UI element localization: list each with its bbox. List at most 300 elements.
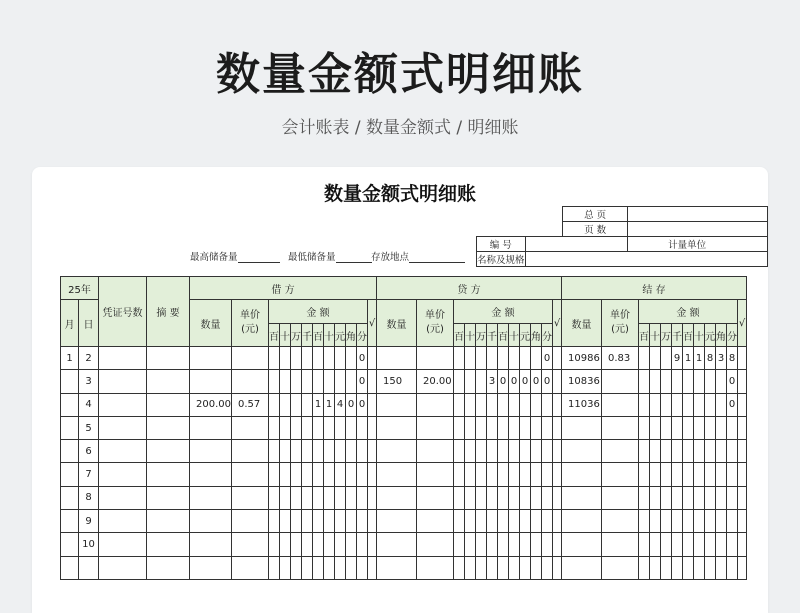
voucher-cell[interactable] <box>99 416 147 439</box>
debit-digit-cell[interactable] <box>302 486 313 509</box>
credit-price-cell[interactable] <box>417 556 454 579</box>
summary-cell[interactable] <box>147 416 190 439</box>
debit-digit-cell[interactable] <box>269 416 280 439</box>
credit-digit-cell[interactable] <box>542 556 553 579</box>
credit-digit-cell[interactable]: 0 <box>531 370 542 393</box>
debit-digit-cell[interactable] <box>324 440 335 463</box>
balance-qty-cell[interactable] <box>562 463 602 486</box>
credit-digit-cell[interactable] <box>520 347 531 370</box>
debit-digit-cell[interactable] <box>335 510 346 533</box>
balance-digit-cell[interactable]: 9 <box>672 347 683 370</box>
credit-digit-cell[interactable] <box>509 416 520 439</box>
debit-digit-cell[interactable] <box>324 347 335 370</box>
voucher-cell[interactable] <box>99 463 147 486</box>
balance-digit-cell[interactable] <box>716 556 727 579</box>
credit-digit-cell[interactable] <box>531 556 542 579</box>
balance-digit-cell[interactable] <box>650 533 661 556</box>
debit-check-cell[interactable] <box>368 510 377 533</box>
credit-digit-cell[interactable] <box>520 510 531 533</box>
balance-digit-cell[interactable] <box>672 510 683 533</box>
balance-digit-cell[interactable] <box>716 533 727 556</box>
page-no-value[interactable] <box>628 222 768 237</box>
voucher-cell[interactable] <box>99 347 147 370</box>
balance-digit-cell[interactable] <box>650 556 661 579</box>
balance-digit-cell[interactable] <box>705 556 716 579</box>
credit-digit-cell[interactable] <box>531 463 542 486</box>
credit-digit-cell[interactable] <box>487 393 498 416</box>
balance-digit-cell[interactable] <box>650 463 661 486</box>
credit-price-cell[interactable] <box>417 463 454 486</box>
credit-digit-cell[interactable] <box>476 393 487 416</box>
balance-digit-cell[interactable] <box>683 370 694 393</box>
credit-digit-cell[interactable] <box>542 416 553 439</box>
debit-digit-cell[interactable] <box>335 556 346 579</box>
debit-digit-cell[interactable] <box>291 370 302 393</box>
debit-check-cell[interactable] <box>368 486 377 509</box>
debit-digit-cell[interactable] <box>346 416 357 439</box>
credit-digit-cell[interactable] <box>531 416 542 439</box>
debit-digit-cell[interactable] <box>291 440 302 463</box>
balance-digit-cell[interactable] <box>650 370 661 393</box>
debit-digit-cell[interactable] <box>291 463 302 486</box>
balance-digit-cell[interactable] <box>705 486 716 509</box>
balance-check-cell[interactable] <box>738 556 747 579</box>
balance-price-cell[interactable] <box>602 393 639 416</box>
balance-digit-cell[interactable] <box>716 510 727 533</box>
balance-digit-cell[interactable] <box>661 510 672 533</box>
credit-digit-cell[interactable] <box>531 347 542 370</box>
balance-digit-cell[interactable] <box>672 440 683 463</box>
balance-check-cell[interactable] <box>738 463 747 486</box>
debit-digit-cell[interactable] <box>291 533 302 556</box>
credit-digit-cell[interactable] <box>476 370 487 393</box>
balance-digit-cell[interactable]: 3 <box>716 347 727 370</box>
summary-cell[interactable] <box>147 393 190 416</box>
credit-digit-cell[interactable] <box>520 486 531 509</box>
debit-digit-cell[interactable] <box>335 463 346 486</box>
credit-digit-cell[interactable] <box>465 347 476 370</box>
debit-price-cell[interactable]: 0.57 <box>232 393 269 416</box>
balance-digit-cell[interactable] <box>650 393 661 416</box>
debit-digit-cell[interactable] <box>313 347 324 370</box>
balance-digit-cell[interactable] <box>705 463 716 486</box>
credit-qty-cell[interactable]: 150 <box>377 370 417 393</box>
balance-qty-cell[interactable] <box>562 556 602 579</box>
credit-digit-cell[interactable] <box>454 370 465 393</box>
balance-digit-cell[interactable] <box>716 416 727 439</box>
balance-digit-cell[interactable] <box>683 486 694 509</box>
credit-digit-cell[interactable] <box>465 463 476 486</box>
debit-digit-cell[interactable] <box>313 440 324 463</box>
balance-digit-cell[interactable] <box>672 370 683 393</box>
credit-digit-cell[interactable] <box>509 510 520 533</box>
debit-digit-cell[interactable] <box>291 393 302 416</box>
credit-digit-cell[interactable] <box>509 393 520 416</box>
credit-digit-cell[interactable] <box>520 416 531 439</box>
credit-digit-cell[interactable] <box>509 556 520 579</box>
credit-digit-cell[interactable] <box>531 440 542 463</box>
debit-price-cell[interactable] <box>232 370 269 393</box>
balance-digit-cell[interactable]: 1 <box>694 347 705 370</box>
balance-digit-cell[interactable]: 8 <box>727 347 738 370</box>
debit-digit-cell[interactable] <box>346 440 357 463</box>
credit-digit-cell[interactable] <box>465 486 476 509</box>
balance-digit-cell[interactable] <box>716 463 727 486</box>
debit-digit-cell[interactable] <box>357 416 368 439</box>
balance-qty-cell[interactable] <box>562 416 602 439</box>
balance-digit-cell[interactable] <box>672 556 683 579</box>
credit-digit-cell[interactable] <box>487 463 498 486</box>
voucher-cell[interactable] <box>99 440 147 463</box>
debit-digit-cell[interactable] <box>280 393 291 416</box>
debit-digit-cell[interactable] <box>357 510 368 533</box>
balance-price-cell[interactable] <box>602 556 639 579</box>
debit-digit-cell[interactable] <box>302 510 313 533</box>
debit-digit-cell[interactable] <box>280 486 291 509</box>
debit-digit-cell[interactable] <box>324 533 335 556</box>
balance-price-cell[interactable]: 0.83 <box>602 347 639 370</box>
balance-digit-cell[interactable] <box>661 370 672 393</box>
balance-digit-cell[interactable] <box>639 370 650 393</box>
balance-digit-cell[interactable] <box>694 463 705 486</box>
balance-digit-cell[interactable] <box>694 533 705 556</box>
summary-cell[interactable] <box>147 510 190 533</box>
debit-digit-cell[interactable] <box>269 463 280 486</box>
credit-qty-cell[interactable] <box>377 533 417 556</box>
debit-qty-cell[interactable]: 200.00 <box>190 393 232 416</box>
credit-digit-cell[interactable] <box>465 416 476 439</box>
debit-digit-cell[interactable] <box>280 463 291 486</box>
debit-digit-cell[interactable] <box>269 440 280 463</box>
debit-price-cell[interactable] <box>232 440 269 463</box>
debit-digit-cell[interactable] <box>302 463 313 486</box>
debit-digit-cell[interactable]: 0 <box>357 370 368 393</box>
month-cell[interactable] <box>61 463 79 486</box>
balance-check-cell[interactable] <box>738 510 747 533</box>
balance-digit-cell[interactable] <box>683 440 694 463</box>
day-cell[interactable]: 7 <box>79 463 99 486</box>
month-cell[interactable] <box>61 440 79 463</box>
balance-check-cell[interactable] <box>738 416 747 439</box>
debit-digit-cell[interactable] <box>313 370 324 393</box>
day-cell[interactable] <box>79 556 99 579</box>
debit-check-cell[interactable] <box>368 440 377 463</box>
balance-qty-cell[interactable] <box>562 510 602 533</box>
day-cell[interactable]: 6 <box>79 440 99 463</box>
summary-cell[interactable] <box>147 440 190 463</box>
debit-digit-cell[interactable] <box>335 440 346 463</box>
debit-digit-cell[interactable]: 0 <box>346 393 357 416</box>
credit-digit-cell[interactable] <box>498 393 509 416</box>
summary-cell[interactable] <box>147 370 190 393</box>
balance-check-cell[interactable] <box>738 393 747 416</box>
credit-check-cell[interactable] <box>553 463 562 486</box>
credit-digit-cell[interactable] <box>454 510 465 533</box>
credit-digit-cell[interactable] <box>487 416 498 439</box>
credit-qty-cell[interactable] <box>377 556 417 579</box>
credit-digit-cell[interactable] <box>454 533 465 556</box>
balance-digit-cell[interactable] <box>716 370 727 393</box>
credit-digit-cell[interactable] <box>498 463 509 486</box>
credit-qty-cell[interactable] <box>377 463 417 486</box>
credit-digit-cell[interactable] <box>454 440 465 463</box>
debit-digit-cell[interactable] <box>346 533 357 556</box>
debit-price-cell[interactable] <box>232 510 269 533</box>
balance-qty-cell[interactable] <box>562 486 602 509</box>
balance-digit-cell[interactable] <box>683 533 694 556</box>
credit-price-cell[interactable]: 20.00 <box>417 370 454 393</box>
debit-digit-cell[interactable] <box>335 370 346 393</box>
debit-digit-cell[interactable] <box>269 347 280 370</box>
debit-price-cell[interactable] <box>232 533 269 556</box>
debit-check-cell[interactable] <box>368 393 377 416</box>
balance-check-cell[interactable] <box>738 347 747 370</box>
credit-digit-cell[interactable]: 3 <box>487 370 498 393</box>
debit-price-cell[interactable] <box>232 347 269 370</box>
credit-digit-cell[interactable] <box>487 486 498 509</box>
debit-digit-cell[interactable] <box>335 486 346 509</box>
balance-digit-cell[interactable] <box>650 416 661 439</box>
balance-digit-cell[interactable] <box>716 486 727 509</box>
debit-digit-cell[interactable] <box>302 370 313 393</box>
summary-cell[interactable] <box>147 486 190 509</box>
balance-price-cell[interactable] <box>602 463 639 486</box>
balance-digit-cell[interactable] <box>639 510 650 533</box>
debit-digit-cell[interactable]: 0 <box>357 393 368 416</box>
balance-digit-cell[interactable] <box>661 463 672 486</box>
credit-price-cell[interactable] <box>417 416 454 439</box>
credit-qty-cell[interactable] <box>377 416 417 439</box>
debit-digit-cell[interactable] <box>313 463 324 486</box>
debit-digit-cell[interactable] <box>291 416 302 439</box>
debit-digit-cell[interactable] <box>335 533 346 556</box>
credit-digit-cell[interactable] <box>498 440 509 463</box>
debit-digit-cell[interactable] <box>280 533 291 556</box>
debit-check-cell[interactable] <box>368 463 377 486</box>
credit-digit-cell[interactable] <box>465 510 476 533</box>
balance-digit-cell[interactable] <box>683 416 694 439</box>
credit-digit-cell[interactable] <box>454 463 465 486</box>
balance-digit-cell[interactable] <box>661 486 672 509</box>
credit-price-cell[interactable] <box>417 510 454 533</box>
debit-digit-cell[interactable] <box>280 510 291 533</box>
debit-digit-cell[interactable] <box>302 347 313 370</box>
balance-digit-cell[interactable] <box>672 416 683 439</box>
balance-digit-cell[interactable] <box>639 556 650 579</box>
credit-digit-cell[interactable] <box>509 533 520 556</box>
balance-qty-cell[interactable]: 10986 <box>562 347 602 370</box>
day-cell[interactable]: 2 <box>79 347 99 370</box>
voucher-cell[interactable] <box>99 370 147 393</box>
credit-digit-cell[interactable] <box>520 463 531 486</box>
balance-price-cell[interactable] <box>602 440 639 463</box>
debit-digit-cell[interactable] <box>357 440 368 463</box>
balance-digit-cell[interactable] <box>661 556 672 579</box>
credit-digit-cell[interactable] <box>509 347 520 370</box>
debit-digit-cell[interactable] <box>291 556 302 579</box>
balance-digit-cell[interactable] <box>705 393 716 416</box>
debit-digit-cell[interactable] <box>346 556 357 579</box>
debit-digit-cell[interactable] <box>324 556 335 579</box>
credit-digit-cell[interactable] <box>454 416 465 439</box>
debit-digit-cell[interactable] <box>280 440 291 463</box>
credit-digit-cell[interactable] <box>509 486 520 509</box>
credit-digit-cell[interactable] <box>487 533 498 556</box>
debit-price-cell[interactable] <box>232 556 269 579</box>
credit-price-cell[interactable] <box>417 533 454 556</box>
month-cell[interactable] <box>61 416 79 439</box>
debit-qty-cell[interactable] <box>190 556 232 579</box>
debit-digit-cell[interactable] <box>269 486 280 509</box>
credit-check-cell[interactable] <box>553 393 562 416</box>
credit-digit-cell[interactable] <box>498 510 509 533</box>
balance-check-cell[interactable] <box>738 370 747 393</box>
debit-check-cell[interactable] <box>368 416 377 439</box>
balance-digit-cell[interactable] <box>727 556 738 579</box>
month-cell[interactable] <box>61 370 79 393</box>
credit-digit-cell[interactable] <box>487 510 498 533</box>
balance-price-cell[interactable] <box>602 510 639 533</box>
balance-digit-cell[interactable] <box>661 533 672 556</box>
credit-digit-cell[interactable] <box>498 556 509 579</box>
debit-digit-cell[interactable] <box>346 463 357 486</box>
voucher-cell[interactable] <box>99 486 147 509</box>
debit-digit-cell[interactable] <box>280 416 291 439</box>
debit-digit-cell[interactable] <box>357 533 368 556</box>
balance-digit-cell[interactable] <box>727 486 738 509</box>
credit-digit-cell[interactable] <box>520 533 531 556</box>
debit-digit-cell[interactable] <box>313 416 324 439</box>
balance-qty-cell[interactable] <box>562 440 602 463</box>
debit-digit-cell[interactable] <box>346 370 357 393</box>
balance-digit-cell[interactable] <box>727 440 738 463</box>
debit-digit-cell[interactable] <box>269 533 280 556</box>
balance-digit-cell[interactable] <box>694 393 705 416</box>
credit-digit-cell[interactable]: 0 <box>542 347 553 370</box>
balance-digit-cell[interactable] <box>694 510 705 533</box>
balance-digit-cell[interactable] <box>705 533 716 556</box>
debit-digit-cell[interactable] <box>302 440 313 463</box>
credit-price-cell[interactable] <box>417 486 454 509</box>
balance-digit-cell[interactable] <box>639 463 650 486</box>
credit-digit-cell[interactable] <box>454 556 465 579</box>
debit-digit-cell[interactable] <box>313 510 324 533</box>
balance-digit-cell[interactable] <box>727 416 738 439</box>
credit-digit-cell[interactable] <box>542 486 553 509</box>
balance-digit-cell[interactable] <box>672 533 683 556</box>
debit-qty-cell[interactable] <box>190 533 232 556</box>
credit-digit-cell[interactable] <box>476 533 487 556</box>
debit-digit-cell[interactable] <box>346 510 357 533</box>
day-cell[interactable]: 9 <box>79 510 99 533</box>
debit-digit-cell[interactable] <box>269 556 280 579</box>
month-cell[interactable] <box>61 393 79 416</box>
debit-digit-cell[interactable] <box>280 347 291 370</box>
credit-digit-cell[interactable] <box>498 416 509 439</box>
debit-digit-cell[interactable] <box>357 463 368 486</box>
debit-digit-cell[interactable] <box>302 393 313 416</box>
balance-digit-cell[interactable] <box>661 440 672 463</box>
debit-digit-cell[interactable] <box>357 486 368 509</box>
month-cell[interactable] <box>61 533 79 556</box>
credit-check-cell[interactable] <box>553 533 562 556</box>
balance-price-cell[interactable] <box>602 416 639 439</box>
credit-digit-cell[interactable]: 0 <box>542 370 553 393</box>
location-value[interactable] <box>409 253 465 263</box>
balance-digit-cell[interactable] <box>705 510 716 533</box>
credit-qty-cell[interactable] <box>377 486 417 509</box>
credit-check-cell[interactable] <box>553 370 562 393</box>
debit-digit-cell[interactable] <box>291 347 302 370</box>
balance-digit-cell[interactable] <box>683 556 694 579</box>
credit-digit-cell[interactable] <box>454 347 465 370</box>
balance-digit-cell[interactable] <box>683 393 694 416</box>
balance-check-cell[interactable] <box>738 440 747 463</box>
debit-digit-cell[interactable] <box>346 347 357 370</box>
code-value[interactable] <box>525 237 628 252</box>
balance-digit-cell[interactable] <box>672 486 683 509</box>
credit-qty-cell[interactable] <box>377 393 417 416</box>
balance-digit-cell[interactable] <box>705 416 716 439</box>
debit-check-cell[interactable] <box>368 533 377 556</box>
credit-digit-cell[interactable] <box>487 347 498 370</box>
debit-digit-cell[interactable] <box>324 486 335 509</box>
balance-digit-cell[interactable] <box>727 533 738 556</box>
balance-digit-cell[interactable]: 0 <box>727 393 738 416</box>
credit-digit-cell[interactable] <box>454 486 465 509</box>
credit-digit-cell[interactable] <box>531 533 542 556</box>
credit-digit-cell[interactable] <box>509 463 520 486</box>
debit-digit-cell[interactable] <box>357 556 368 579</box>
credit-digit-cell[interactable] <box>542 393 553 416</box>
credit-digit-cell[interactable] <box>509 440 520 463</box>
credit-digit-cell[interactable] <box>476 416 487 439</box>
debit-digit-cell[interactable] <box>302 556 313 579</box>
credit-digit-cell[interactable] <box>476 510 487 533</box>
credit-digit-cell[interactable] <box>487 440 498 463</box>
debit-digit-cell[interactable] <box>335 416 346 439</box>
credit-digit-cell[interactable] <box>531 510 542 533</box>
balance-check-cell[interactable] <box>738 533 747 556</box>
debit-digit-cell[interactable] <box>291 510 302 533</box>
summary-cell[interactable] <box>147 463 190 486</box>
credit-digit-cell[interactable] <box>520 440 531 463</box>
credit-digit-cell[interactable] <box>476 347 487 370</box>
credit-price-cell[interactable] <box>417 347 454 370</box>
credit-check-cell[interactable] <box>553 347 562 370</box>
balance-digit-cell[interactable] <box>705 440 716 463</box>
balance-digit-cell[interactable] <box>650 510 661 533</box>
day-cell[interactable]: 5 <box>79 416 99 439</box>
total-page-value[interactable] <box>628 207 768 222</box>
credit-digit-cell[interactable] <box>465 370 476 393</box>
balance-digit-cell[interactable] <box>683 510 694 533</box>
day-cell[interactable]: 8 <box>79 486 99 509</box>
name-spec-value[interactable] <box>525 252 767 267</box>
balance-price-cell[interactable] <box>602 370 639 393</box>
debit-digit-cell[interactable]: 1 <box>313 393 324 416</box>
credit-digit-cell[interactable] <box>454 393 465 416</box>
summary-cell[interactable] <box>147 533 190 556</box>
balance-price-cell[interactable] <box>602 486 639 509</box>
debit-qty-cell[interactable] <box>190 370 232 393</box>
balance-digit-cell[interactable] <box>639 533 650 556</box>
balance-digit-cell[interactable] <box>705 370 716 393</box>
month-cell[interactable]: 1 <box>61 347 79 370</box>
debit-qty-cell[interactable] <box>190 463 232 486</box>
debit-qty-cell[interactable] <box>190 486 232 509</box>
credit-price-cell[interactable] <box>417 393 454 416</box>
